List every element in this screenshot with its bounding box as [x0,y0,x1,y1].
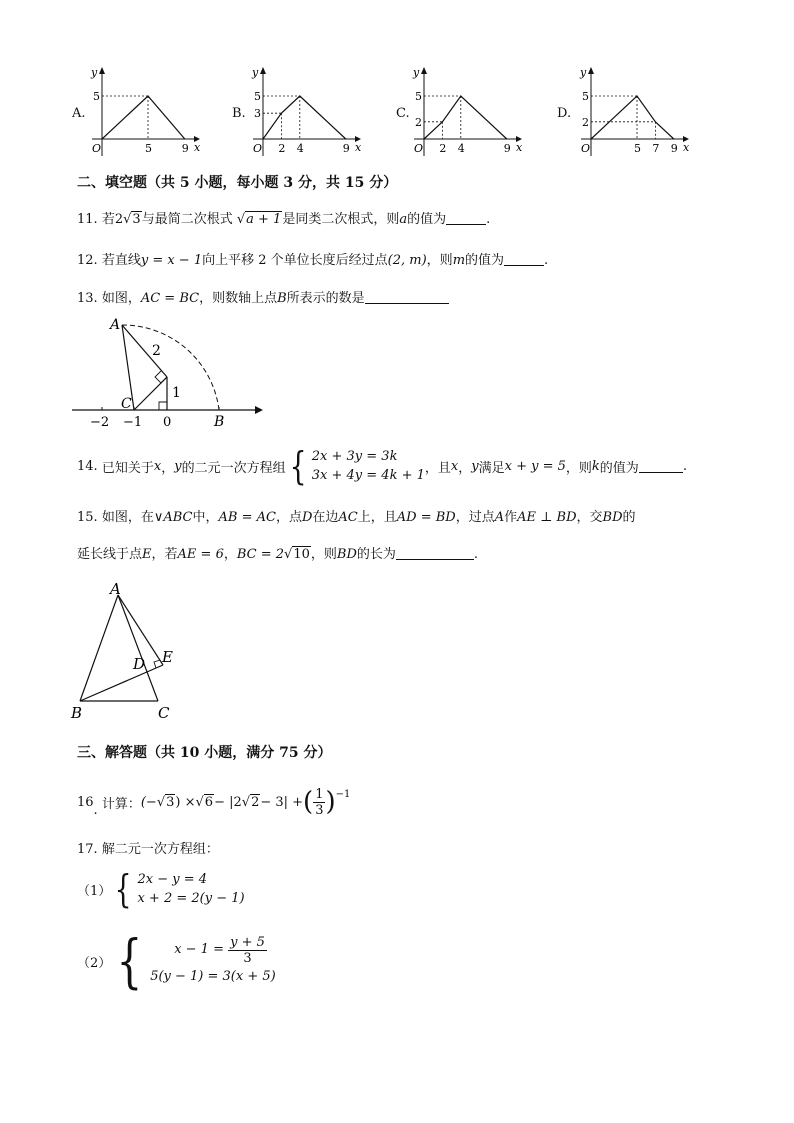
question-16: 16 . 计算： (− √ 3 ) × √ 6 − |2 √ 2 − 3| + ( $\frac{1}{3}$ ) $^{-1}$ [77,786,351,818]
option-a-label: A. [72,106,86,121]
x-tick-label: 9 [342,142,350,155]
answer-blank-12 [504,252,544,266]
dashed-arc [122,325,219,410]
graph-line [102,96,185,139]
question-14: 14. 已知关于 x ， y 的二元一次方程组 { 2x + 3y = 3k 3x + 4y = 4k + 1 ，且 x ， y 满足 x + y = 5 ，则 k 的值为 . [77,444,687,488]
y-tick-label: 5 [93,90,100,103]
tick-label-0: 0 [163,415,172,430]
option-c-graph [412,66,522,158]
number-line-arrow [255,406,263,414]
x-axis-label: x [194,141,200,154]
question-13: 13. 如图，AC = BC，则数轴上点B所表示的数是 [77,287,449,306]
x-tick-label: 4 [457,142,465,155]
option-b-label: B. [232,106,246,121]
x-axis-label: x [355,141,361,154]
y-tick-label: 3 [254,107,261,121]
y-axis-label: y [413,66,420,79]
label-b: B [214,414,225,430]
figure-13 [70,315,270,433]
tick-label-neg2: −2 [90,415,110,430]
x-tick-label: 9 [181,142,189,155]
question-17-part-1: （1） { 2x − y = 4 x + 2 = 2(y − 1) [77,867,245,911]
y-axis-label: y [252,66,259,79]
x-tick-label: 2 [278,142,286,155]
y-tick-label: 5 [582,90,589,103]
label-2: 2 [152,343,161,359]
x-tick-label: 9 [670,142,678,155]
question-17-part-2: （2） { x − 1 = $\frac{y + 5}{3}$ 5(y − 1) = 3(x + 5) [77,927,276,995]
y-tick-label: 2 [415,115,422,129]
label-c: C [121,396,132,412]
right-angle-mark-bottom [159,402,167,410]
equation-system-14: { 2x + 3y = 3k 3x + 4y = 4k + 1 [289,444,425,488]
y-tick-label: 5 [254,90,261,103]
right-angle-mark-top [155,371,167,383]
option-c-label: C. [396,106,410,121]
question-17: 17. 解二元一次方程组： [77,842,219,857]
origin-label: O [92,142,102,155]
graph-line [591,96,674,139]
label-d: D [133,655,146,673]
origin-label: O [581,142,591,155]
y-axis-arrow [588,67,594,74]
x-axis-label: x [516,141,522,154]
option-a-graph [90,66,200,158]
label-1: 1 [172,385,181,401]
figure-15 [68,580,188,726]
option-graphs [60,66,740,158]
graph-line [424,96,507,139]
graph-line [263,96,346,139]
question-15-line-1: 15. 如图，在∨ABC中，AB = AC，点D在边AC上，且AD = BD，过点A作AE ⊥ BD，交BD的 [77,510,636,525]
answer-blank-15 [396,546,474,560]
x-tick-label: 2 [439,142,447,155]
segment-be [80,665,163,701]
x-tick-label: 4 [296,142,304,155]
fraction-one-third: $\frac{1}{3}$ [315,786,324,818]
answer-blank-13 [365,290,449,304]
origin-label: O [414,142,424,155]
question-12: 12. 若直线y = x − 1向上平移 2 个单位长度后经过点(2, m)，则m的值为 . [77,253,549,268]
x-tick-label: 5 [634,142,641,155]
option-d-graph [579,66,689,158]
x-axis-label: x [683,141,689,154]
y-axis-arrow [99,67,105,74]
y-axis-label: y [91,66,98,79]
y-tick-label: 5 [415,90,422,103]
answer-blank-11 [446,211,486,225]
y-tick-label: 2 [582,115,589,129]
label-c: C [158,704,170,722]
label-b: B [71,704,83,722]
origin-label: O [253,142,263,155]
label-a: A [110,580,121,598]
question-15-line-2: 延长线于点E，若AE = 6，BC = 2√10，则BD的长为 . [77,547,479,562]
side-ab [80,595,118,701]
y-axis-label: y [580,66,587,79]
section3-title: 三、解答题（共 10 小题，满分 75 分） [77,745,332,761]
y-axis-arrow [260,67,266,74]
tick-label-neg1: −1 [123,415,143,430]
answer-blank-14 [639,459,683,473]
option-d-label: D. [557,106,572,121]
x-tick-label: 9 [503,142,511,155]
question-11: 11. 若2√3与最简二次根式 √a + 1是同类二次根式，则a的值为 . [77,212,491,227]
y-axis-arrow [421,67,427,74]
label-e: E [162,648,173,666]
x-tick-label: 7 [652,142,660,155]
label-a: A [110,317,121,333]
option-b-graph [251,66,361,158]
section2-title: 二、填空题（共 5 小题，每小题 3 分，共 15 分） [77,175,398,191]
x-tick-label: 5 [145,142,152,155]
